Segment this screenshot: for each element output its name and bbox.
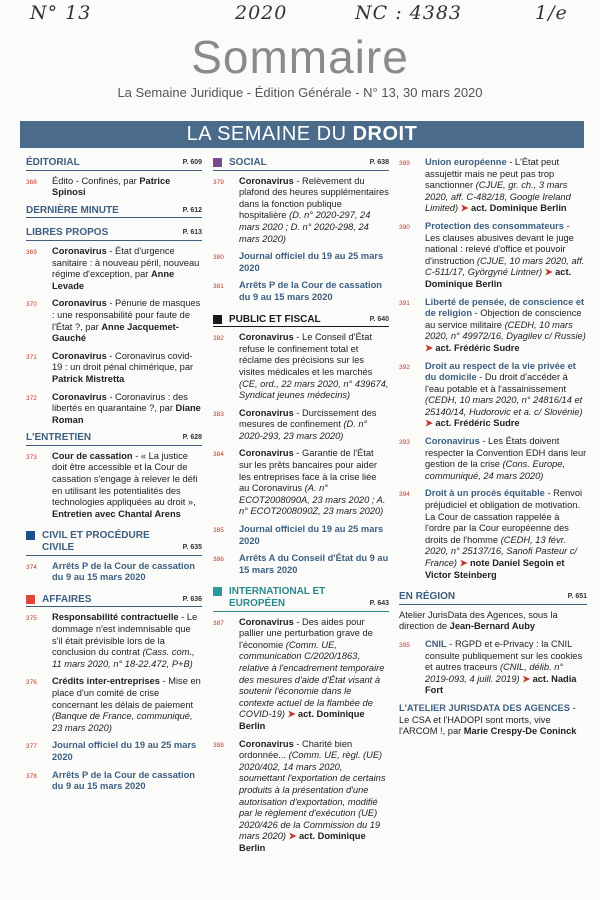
- handwritten-issue-number: N° 13: [30, 2, 92, 24]
- list-item[interactable]: 374 Arrêts P de la Cour de cassation du 9 au 15 mars 2020: [26, 560, 195, 583]
- list-item[interactable]: 386 Arrêts A du Conseil d'État du 9 au 15 mars 2020: [213, 553, 389, 575]
- list-item[interactable]: 369 Coronavirus - État d'urgence sanitaire : à nouveau péril, nouveau régime d'exception, par Anne Levade: [26, 245, 200, 291]
- page-subtitle: La Semaine Juridique - Édition Générale - N° 13, 30 mars 2020: [117, 85, 483, 100]
- list-item[interactable]: 380 Journal officiel du 19 au 25 mars 2020: [213, 251, 384, 273]
- list-item[interactable]: 394 Droit à un procès équitable - Renvoi préjudiciel et obligation de motivation. La Cour de cassation rappelée à l'ordre par la Cour européenne des droits de l'homme (CEDH, 13 févr. 2020, n° 25137/16, Sanofi Pasteur c/ France) ➤ note Daniel Segoin et Victor Steinberg: [399, 488, 583, 580]
- handwritten-edition: 1/e: [535, 2, 568, 24]
- list-item[interactable]: 371 Coronavirus - Coronavirus covid-19 : un droit pénal chimérique, par Patrick Mistretta: [26, 350, 194, 384]
- section-public-fiscal: PUBLIC ET FISCAL P. 640: [213, 314, 389, 328]
- list-item[interactable]: L'ATELIER JURISDATA DES AGENCES - Le CSA et l'HADOPI sont morts, vive l'ARCOM !, par Marie Crespy-De Coninck: [399, 702, 577, 737]
- list-item[interactable]: 389 Union européenne - L'État peut assujettir mais ne peut pas trop sanctionner (CJUE, gr. ch., 3 mars 2020, aff. C-482/18, Google Ireland Limited) ➤ act. Dominique Berlin: [399, 157, 571, 214]
- list-item[interactable]: 377 Journal officiel du 19 au 25 mars 2020: [26, 740, 197, 762]
- list-item[interactable]: 384 Coronavirus - Garantie de l'État sur les prêts bancaires pour aider les entreprises face à la crise liée au Coronavirus (A. n° ECOT2008090A, 23 mars 2020 ; A. n° ECOT2008090Z, 23 mars 2020): [213, 448, 386, 517]
- column-middle: [213, 157, 389, 860]
- section-libres-propos: LIBRES PROPOS P. 613: [26, 227, 202, 241]
- list-item[interactable]: 379 Coronavirus - Relèvement du plafond des heures supplémentaires dans la fonction publique hospitalière (D. n° 2020-297, 24 mars 2020 ; D. n° 2020-298, 24 mars 2020): [213, 175, 389, 244]
- list-item[interactable]: 382 Coronavirus - Le Conseil d'État refuse le confinement total et réclame des précisions sur les visites médicales et les marchés (CE, ord., 22 mars 2020, n° 439674, Syndicat jeunes médecins): [213, 332, 389, 401]
- region-intro: Atelier JurisData des Agences, sous la direction de Jean-Bernard Auby: [399, 609, 558, 632]
- list-item[interactable]: 392 Droit au respect de la vie privée et du domicile - Du droit d'accéder à l'eau potable et à l'assainissement (CEDH, 10 mars 2020, n° 24816/14 et 25140/14, Hudorovic et a. c/ Slovénie) ➤ act. Frédéric Sudre: [399, 360, 583, 429]
- list-item[interactable]: 391 Liberté de pensée, de conscience et de religion - Objection de conscience au service militaire (CEDH, 10 mars 2020, n° 49972/16, Dyagilev c/ Russie) ➤ act. Frédéric Sudre: [399, 296, 586, 353]
- list-item[interactable]: 376 Crédits inter-entreprises - Mise en place d'un comité de crise concernant les délais de paiement (Banque de France, communiqué, 23 mars 2020): [26, 676, 201, 733]
- list-item[interactable]: 383 Coronavirus - Durcissement des mesures de confinement (D. n° 2020-293, 23 mars 2020): [213, 407, 377, 441]
- list-item[interactable]: 387 Coronavirus - Des aides pour pallier une perturbation grave de l'économie (Comm. UE, communication C/2020/1863, relative à l'encadrement temporaire des mesures d'aide d'État visant à soutenir l'économie dans le contexte actuel de la flambée de COVID-19) ➤ act. Dominique Berlin: [213, 616, 385, 731]
- list-item[interactable]: 378 Arrêts P de la Cour de cassation du 9 au 15 mars 2020: [26, 769, 195, 792]
- list-item[interactable]: 390 Protection des consommateurs - Les clauses abusives devant le juge national : relevé d'office et pouvoir d'instruction (CJUE, 10 mars 2020, aff. C-511/17, Györgyné Lintner) ➤ act. Dominique Berlin: [399, 220, 585, 289]
- section-marker-icon: [26, 531, 35, 540]
- list-item[interactable]: 388 Coronavirus - Charité bien ordonnée... (Comm. UE, règl. (UE) 2020/402, 14 mars 2020, soumettant l'exportation de certains produits à la présentation d'une autorisation d'exportation, modifié par le règlement d'exécution (UE) 2020/426 de la Commission du 19 mars 2020) ➤ act. Dominique Berlin: [213, 738, 386, 853]
- column-left: [26, 157, 202, 799]
- list-item[interactable]: 375 Responsabilité contractuelle - Le dommage n'est indemnisable que s'il était prévisible lors de la conclusion du contrat (Cass. com., 11 mars 2020, n° 18-22.472, P+B): [26, 612, 198, 669]
- section-editorial: ÉDITORIAL P. 609: [26, 157, 202, 171]
- section-marker-icon: [213, 587, 222, 596]
- section-social: SOCIAL P. 638: [213, 157, 389, 171]
- list-item[interactable]: 395 CNIL - RGPD et e-Privacy : la CNIL consulte publiquement sur les cookies et autres traceurs (CNIL, délib. n° 2019-093, 4 juill. 2019) ➤ act. Nadia Fort: [399, 638, 583, 696]
- section-marker-icon: [213, 158, 222, 167]
- section-entretien: L'ENTRETIEN P. 628: [26, 432, 202, 446]
- page-title: Sommaire: [191, 31, 409, 83]
- list-item[interactable]: 385 Journal officiel du 19 au 25 mars 2020: [213, 524, 384, 546]
- list-item[interactable]: 393 Coronavirus - Les États doivent respecter la Convention EDH dans leur gestion de la crise (Cons. Europe, communiqué, 24 mars 2020): [399, 436, 587, 481]
- banner-bold: DROIT: [352, 123, 418, 145]
- list-item[interactable]: 370 Coronavirus - Pénurie de masques : une responsabilité pour faute de l'État ?, par Anne Jacquemet-Gauché: [26, 298, 201, 344]
- list-item[interactable]: 372 Coronavirus - Coronavirus : des libertés en quarantaine ?, par Diane Roman: [26, 391, 201, 425]
- column-right: [399, 157, 587, 744]
- section-marker-icon: [26, 595, 35, 604]
- section-derniere-minute: DERNIÈRE MINUTE P. 612: [26, 205, 202, 219]
- handwritten-year: 2020: [235, 2, 288, 24]
- section-marker-icon: [213, 315, 222, 324]
- section-affaires: AFFAIRES P. 636: [26, 594, 202, 608]
- list-item[interactable]: 381 Arrêts P de la Cour de cassation du 9 au 15 mars 2020: [213, 280, 382, 302]
- list-item[interactable]: 373 Cour de cassation - « La justice doit être accessible et la Cour de cassation s'engage à relever le défi en utilisant les potentialités des technologies appliquées au droit », Entretien avec Chantal Arens: [26, 450, 198, 519]
- section-en-region: EN RÉGION P. 651: [399, 591, 587, 605]
- handwritten-reference: NC : 4383: [355, 2, 462, 24]
- banner-prefix: LA SEMAINE DU: [186, 123, 353, 145]
- section-civil: CIVIL ET PROCÉDURE CIVILE P. 635: [26, 530, 202, 555]
- section-international: INTERNATIONAL ET EUROPÉEN P. 643: [213, 586, 389, 611]
- section-banner: [20, 121, 584, 148]
- list-item[interactable]: 368 Édito - Confinés, par Patrice Spinosi: [26, 175, 171, 198]
